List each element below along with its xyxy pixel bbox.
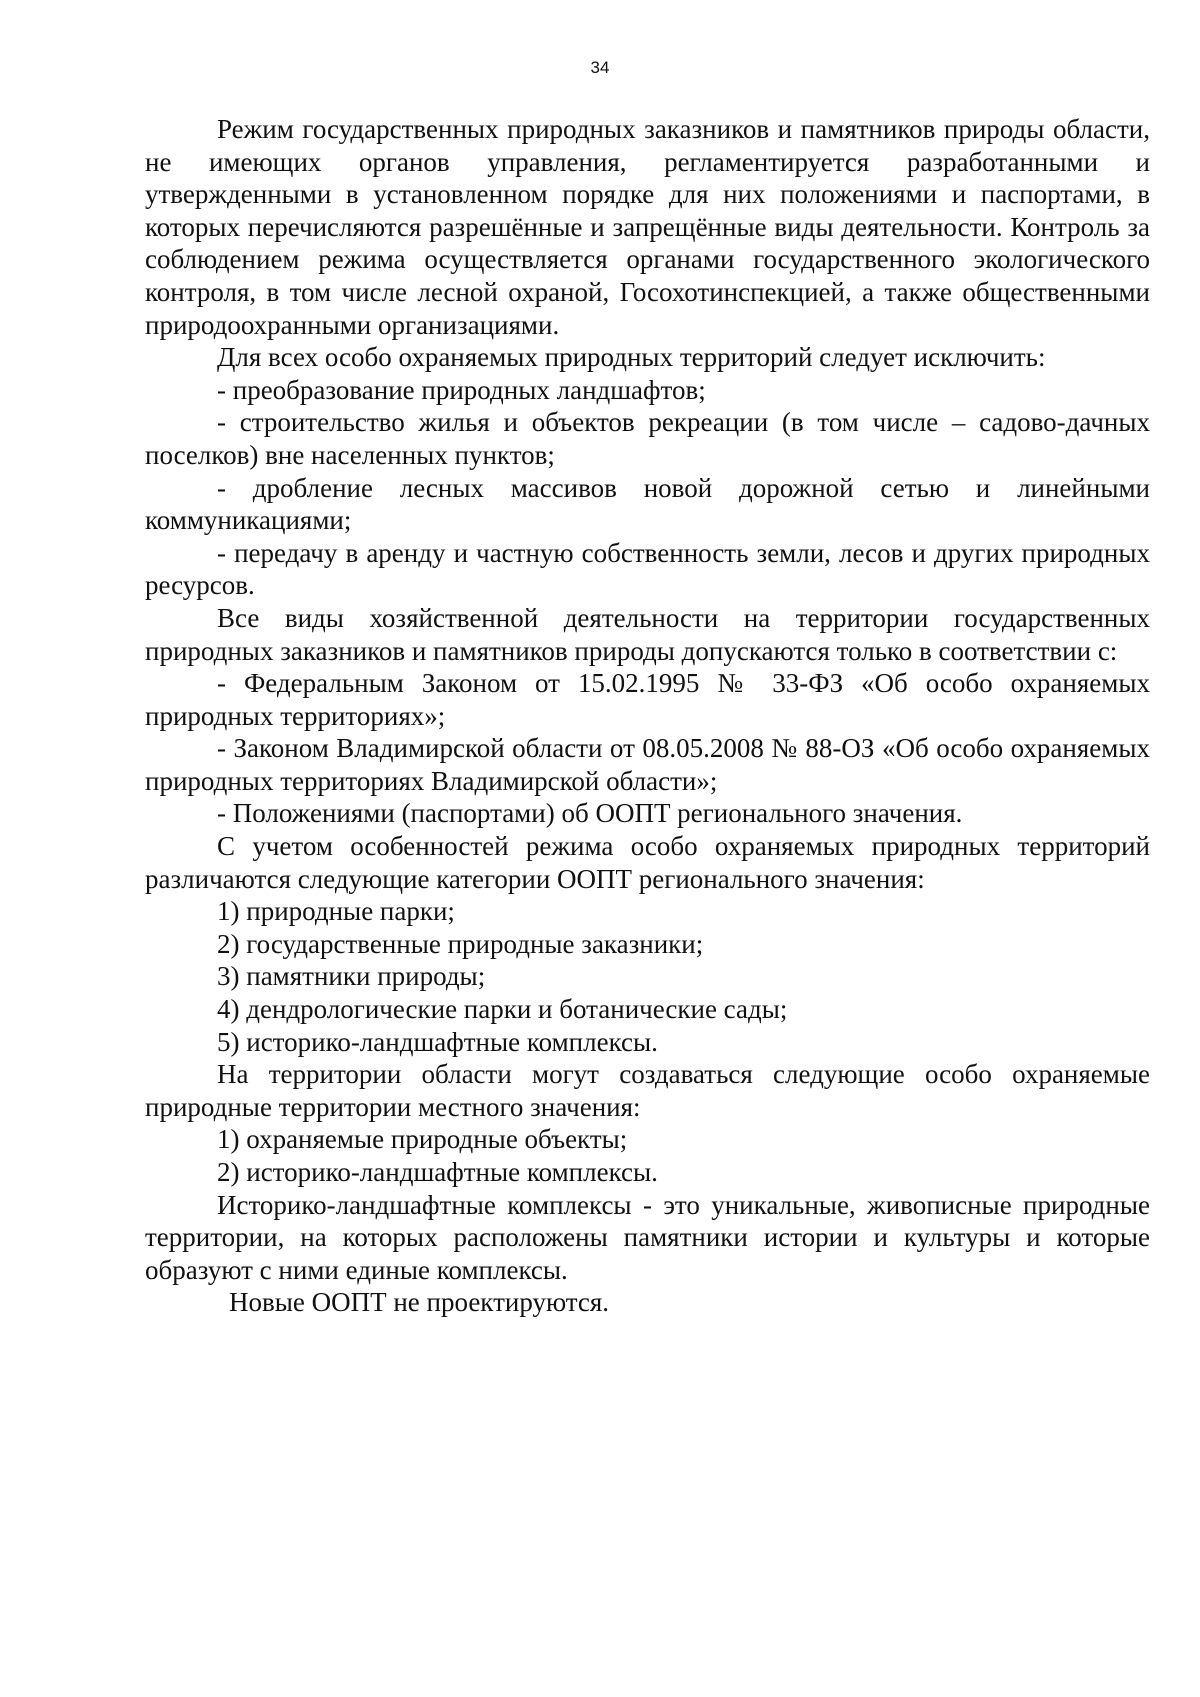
list-item-category: 3) памятники природы; [217,961,486,992]
list-item-law: - Законом Владимирской области от 08.05.2008 № 88-ОЗ «Об особо охраняемых природных территориях Владимирской области»; [145,733,1150,796]
paragraph-regime: Режим государственных природных заказников и памятников природы области, не имеющих органов управления, регламентируется разработанными и утвержденными в установленном порядке для них положениями и паспортами, в которых перечисляются разрешённые и запрещённые виды деятельности. Контроль за соблюдением режима осуществляется органами государственного экологического контроля, в том числе лесной охраной, Госохотинспекцией, а также общественными природоохранными организациями. [145,114,1150,340]
paragraph-conclusion: Новые ООПТ не проектируются. [229,1287,610,1318]
list-item-category: 2) государственные природные заказники; [217,928,704,959]
paragraph-local-intro: На территории области могут создаваться следующие особо охраняемые природные территории местного значения: [145,1059,1150,1122]
list-item-exclusion: - дробление лесных массивов новой дорожной сетью и линейными коммуникациями; [145,472,1150,536]
document-body [145,113,1150,1319]
list-item-category: 1) природные парки; [217,896,455,927]
paragraph-categories-intro: С учетом особенностей режима особо охраняемых природных территорий различаются следующие категории ООПТ регионального значения: [145,831,1150,894]
list-item-exclusion: - преобразование природных ландшафтов; [217,374,706,405]
paragraph-definition: Историко-ландшафтные комплексы - это уникальные, живописные природные территории, на которых расположены памятники истории и культуры и которые образуют с ними единые комплексы. [145,1189,1150,1285]
page-number: 34 [590,58,610,77]
list-item-local: 2) историко-ландшафтные комплексы. [217,1157,658,1187]
list-item-law: - Положениями (паспортами) об ООПТ регионального значения. [217,798,963,829]
list-item-local: 1) охраняемые природные объекты; [217,1124,628,1155]
list-item-category: 4) дендрологические парки и ботанические сады; [217,994,788,1025]
list-item-law: - Федеральным Законом от 15.02.1995 № 33-ФЗ «Об особо охраняемых природных территориях»; [145,668,1150,731]
paragraph-exclusions-intro: Для всех особо охраняемых природных территорий следует исключить: [217,342,1046,373]
list-item-exclusion: - строительство жилья и объектов рекреации (в том числе – садово-дачных поселков) вне населенных пунктов; [145,407,1150,470]
list-item-category: 5) историко-ландшафтные комплексы. [217,1026,658,1057]
paragraph-activities: Все виды хозяйственной деятельности на территории государственных природных заказников и памятников природы допускаются только в соответствии с: [145,602,1150,666]
list-item-exclusion: - передачу в аренду и частную собственность земли, лесов и других природных ресурсов. [145,537,1150,601]
